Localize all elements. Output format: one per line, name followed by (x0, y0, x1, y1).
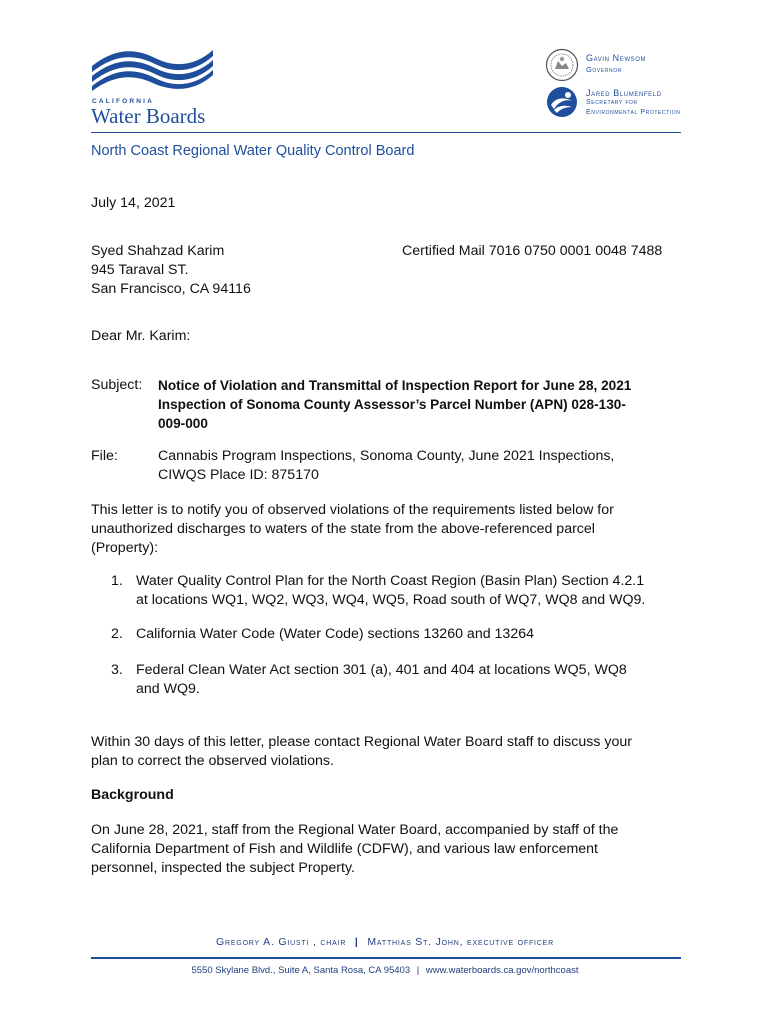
calepa-logo-icon (546, 86, 578, 123)
list-item-line: Federal Clean Water Act section 301 (a), 401 and 404 at locations WQ5, WQ8 (136, 662, 627, 678)
paragraph-line: On June 28, 2021, staff from the Regional Water Board, accompanied by staff of the (91, 822, 619, 838)
paragraph-line: unauthorized discharges to waters of the state from the above-referenced parcel (91, 521, 595, 537)
board-name: North Coast Regional Water Quality Control Board (91, 143, 415, 159)
list-item-line: Water Quality Control Plan for the North Coast Region (Basin Plan) Section 4.2.1 (136, 573, 645, 589)
recipient-city: San Francisco, CA 94116 (91, 281, 251, 297)
footer-website-link[interactable]: www.waterboards.ca.gov/northcoast (425, 965, 579, 976)
subject-line: Notice of Violation and Transmittal of Inspection Report for June 28, 2021 (158, 378, 632, 393)
list-number: 3. (111, 662, 123, 678)
footer-executive-officer: Matthias St. John, executive officer (367, 936, 554, 948)
governor-name: Gavin Newsom (586, 53, 647, 63)
recipient-name: Syed Shahzad Karim (91, 243, 225, 259)
file-line: CIWQS Place ID: 875170 (158, 467, 319, 483)
logo-state: CALIFORNIA (92, 98, 155, 105)
subject-label: Subject: (91, 377, 143, 393)
violation-item (111, 572, 645, 610)
subject-line: 009-000 (158, 416, 208, 431)
wave-logo-icon (90, 44, 215, 92)
recipient-address (91, 242, 251, 299)
list-number: 1. (111, 573, 123, 589)
footer-separator: | (416, 965, 420, 976)
file-text (158, 447, 614, 485)
list-item-line: at locations WQ1, WQ2, WQ3, WQ4, WQ5, Road south of WQ7, WQ8 and WQ9. (136, 592, 646, 608)
paragraph-line: Within 30 days of this letter, please contact Regional Water Board staff to discuss your (91, 734, 632, 750)
list-item-line: California Water Code (Water Code) sections 13260 and 13264 (136, 626, 534, 642)
footer-address (0, 965, 770, 976)
footer-officers (0, 936, 770, 948)
secretary-title-2: Environmental Protection (586, 109, 681, 116)
request-paragraph (91, 733, 632, 771)
certified-mail-number: Certified Mail 7016 0750 0001 0048 7488 (402, 243, 663, 259)
list-item-line: and WQ9. (136, 681, 200, 697)
header-rule (91, 132, 681, 133)
paragraph-line: This letter is to notify you of observed violations of the requirements listed below for (91, 502, 614, 518)
list-number: 2. (111, 626, 123, 642)
footer-chair: Gregory A. Giusti , chair (216, 936, 347, 948)
subject-text (158, 376, 631, 433)
governor-title: Governor (586, 65, 622, 74)
background-heading: Background (91, 787, 174, 803)
paragraph-line: California Department of Fish and Wildlife (CDFW), and various law enforcement (91, 841, 598, 857)
violation-item (111, 661, 627, 699)
recipient-street: 945 Taraval ST. (91, 262, 189, 278)
logo-name: Water Boards (91, 104, 206, 128)
file-label: File: (91, 448, 118, 464)
letter-date: July 14, 2021 (91, 195, 176, 211)
footer-street-address: 5550 Skylane Blvd., Suite A, Santa Rosa, CA 95403 (191, 965, 411, 976)
paragraph-line: plan to correct the observed violations. (91, 753, 334, 769)
secretary-name: Jared Blumenfeld (586, 88, 662, 98)
subject-line: Inspection of Sonoma County Assessor’s Parcel Number (APN) 028-130- (158, 397, 626, 412)
state-seal-icon (545, 48, 579, 87)
intro-paragraph (91, 501, 691, 558)
water-boards-logo (90, 44, 215, 128)
secretary-title-1: Secretary for (586, 99, 638, 106)
background-paragraph (91, 821, 618, 878)
violation-item (111, 625, 534, 644)
file-line: Cannabis Program Inspections, Sonoma County, June 2021 Inspections, (158, 448, 615, 464)
footer-rule (91, 957, 681, 959)
paragraph-line: personnel, inspected the subject Property. (91, 860, 355, 876)
salutation: Dear Mr. Karim: (91, 328, 191, 344)
footer-separator: | (354, 936, 359, 948)
paragraph-line: (Property): (91, 540, 159, 556)
